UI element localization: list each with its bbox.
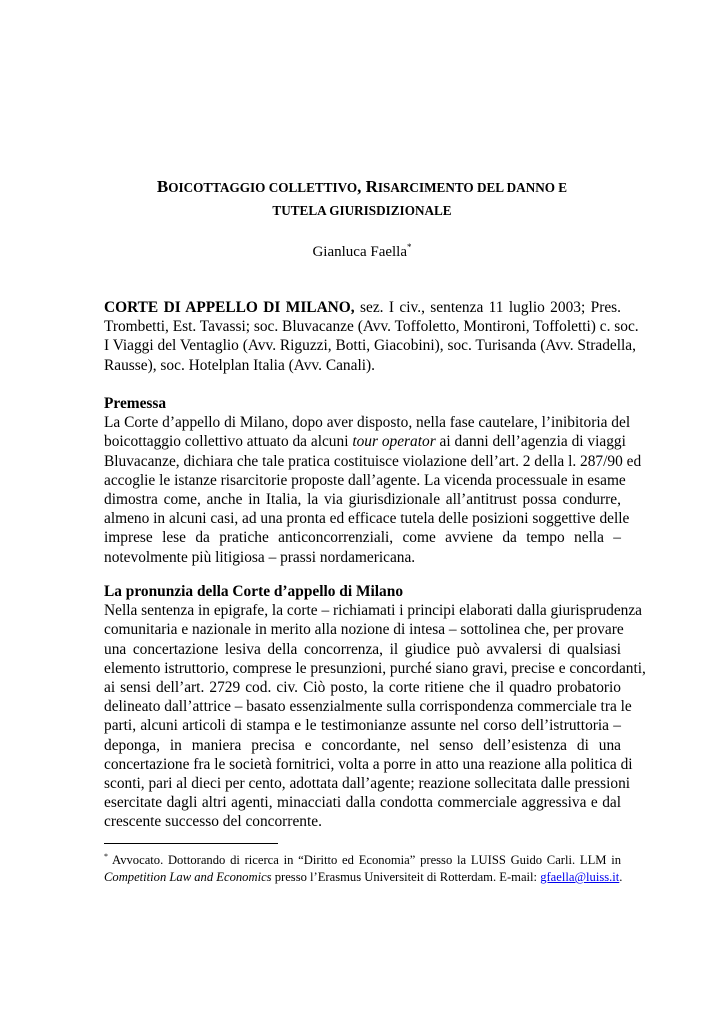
footnote-line-2 bbox=[104, 869, 621, 886]
author-name: Gianluca Faella bbox=[312, 244, 408, 260]
title-initial-r: R bbox=[365, 177, 378, 196]
text-span: boicottaggio collettivo attuato da alcuni bbox=[104, 433, 353, 451]
paragraph-line: elemento istruttorio, comprese le presunzioni, purché siano gravi, precise e concordanti, bbox=[104, 659, 646, 677]
author-footnote-mark[interactable]: * bbox=[407, 242, 412, 252]
section-heading-pronunzia: La pronunzia della Corte d’appello di Milano bbox=[104, 583, 404, 600]
article-title-line-1 bbox=[60, 176, 664, 199]
paragraph-line: imprese lese da pratiche anticoncorrenziali, come avviene da tempo nella – bbox=[104, 529, 621, 547]
footnote-period: . bbox=[619, 870, 623, 884]
paragraph-line bbox=[104, 432, 626, 451]
title-text-tutela: TUTELA GIURISDIZIONALE bbox=[272, 203, 452, 218]
title-text-boicottaggio: OICOTTAGGIO COLLETTIVO bbox=[168, 180, 358, 195]
case-reference bbox=[104, 298, 639, 375]
footnote-separator bbox=[104, 843, 278, 844]
paragraph-line: almeno in alcuni casi, ad una pronta ed efficace tutela delle posizioni soggettive delle bbox=[104, 510, 630, 528]
case-reference-line-4: Rausse), soc. Hotelplan Italia (Avv. Canali). bbox=[104, 356, 375, 374]
footnote-line-1 bbox=[104, 852, 621, 869]
title-initial-b: B bbox=[156, 177, 169, 196]
paragraph-line: notevolmente più litigiosa – prassi nordamericana. bbox=[104, 548, 416, 566]
italic-term-tour-operator: tour operator bbox=[352, 433, 436, 451]
paragraph-line: crescente successo del concorrente. bbox=[104, 813, 322, 831]
case-reference-line-3: I Viaggi del Ventaglio (Avv. Riguzzi, Botti, Giacobini), soc. Turisanda (Avv. Stradella, bbox=[104, 337, 636, 355]
paragraph-line: La Corte d’appello di Milano, dopo aver disposto, nella fase cautelare, l’inibitoria del bbox=[104, 414, 631, 432]
paragraph-line: Bluvacanze, dichiara che tale pratica costituisce violazione dell’art. 2 della l. 287/90 ed bbox=[104, 452, 642, 470]
case-reference-line-2: Trombetti, Est. Tavassi; soc. Bluvacanze (Avv. Toffoletto, Montironi, Toffoletti) c. soc. bbox=[104, 318, 639, 336]
title-text-risarcimento: ISARCIMENTO DEL DANNO E bbox=[377, 180, 568, 195]
paragraph-line: Nella sentenza in epigrafe, la corte – richiamati i principi elaborati dalla giurisprudenza bbox=[104, 602, 643, 620]
paragraph-line: una concertazione lesiva della concorrenza, il giudice può avvalersi di qualsiasi bbox=[104, 640, 621, 658]
footnote-text: presso l’Erasmus Universiteit di Rotterdam. E-mail: bbox=[271, 870, 541, 884]
text-span: ai danni dell’agenzia di viaggi bbox=[435, 433, 626, 451]
author-line bbox=[60, 244, 664, 261]
paragraph-line: dimostra come, anche in Italia, la via giurisdizionale all’antitrust possa condurre, bbox=[104, 490, 621, 508]
paragraph-line: delineato dall’attrice – basato essenzialmente sulla corrispondenza commerciale tra le bbox=[104, 698, 632, 716]
title-comma: , bbox=[357, 177, 366, 196]
paragraph-line: comunitaria e nazionale in merito alla nozione di intesa – sottolinea che, per provare bbox=[104, 621, 624, 639]
paragraph-line: parti, alcuni articoli di stampa e le testimonianze assunte nel corso dell’istruttoria – bbox=[104, 717, 621, 735]
footnote-text: Avvocato. Dottorando di ricerca in “Diritto ed Economia” presso la LUISS Guido Carli. LLM in bbox=[108, 853, 621, 867]
section-premessa bbox=[104, 394, 642, 567]
case-reference-text-1: sez. I civ., sentenza 11 luglio 2003; Pres. bbox=[354, 299, 621, 316]
paragraph-line: ai sensi dell’art. 2729 cod. civ. Ciò posto, la corte ritiene che il quadro probatorio bbox=[104, 678, 621, 696]
footnote-mark: * bbox=[104, 852, 108, 861]
footnote-italic-program: Competition Law and Economics bbox=[104, 870, 272, 884]
section-pronunzia bbox=[104, 582, 646, 831]
email-link[interactable]: gfaella@luiss.it bbox=[540, 870, 620, 884]
court-name: CORTE DI APPELLO DI MILANO, bbox=[104, 299, 355, 316]
paragraph-line: concertazione fra le società fornitrici, volta a porre in atto una reazione alla politica di bbox=[104, 755, 633, 773]
paragraph-line: esercitate dagli altri agenti, minacciati dalla condotta commerciale aggressiva e dal bbox=[104, 794, 621, 812]
paragraph-line: deponga, in maniera precisa e concordante, nel senso dell’esistenza di una bbox=[104, 736, 621, 754]
footnote bbox=[104, 852, 621, 886]
paragraph-line: accoglie le istanze risarcitorie proposte dall’agente. La vicenda processuale in esame bbox=[104, 471, 626, 489]
case-reference-line-1 bbox=[104, 298, 621, 317]
paragraph-line: sconti, pari al dieci per cento, adottata dall’agente; reazione sollecitata dalle pressioni bbox=[104, 774, 631, 792]
section-heading-premessa: Premessa bbox=[104, 395, 167, 412]
article-title-line-2 bbox=[60, 200, 664, 222]
